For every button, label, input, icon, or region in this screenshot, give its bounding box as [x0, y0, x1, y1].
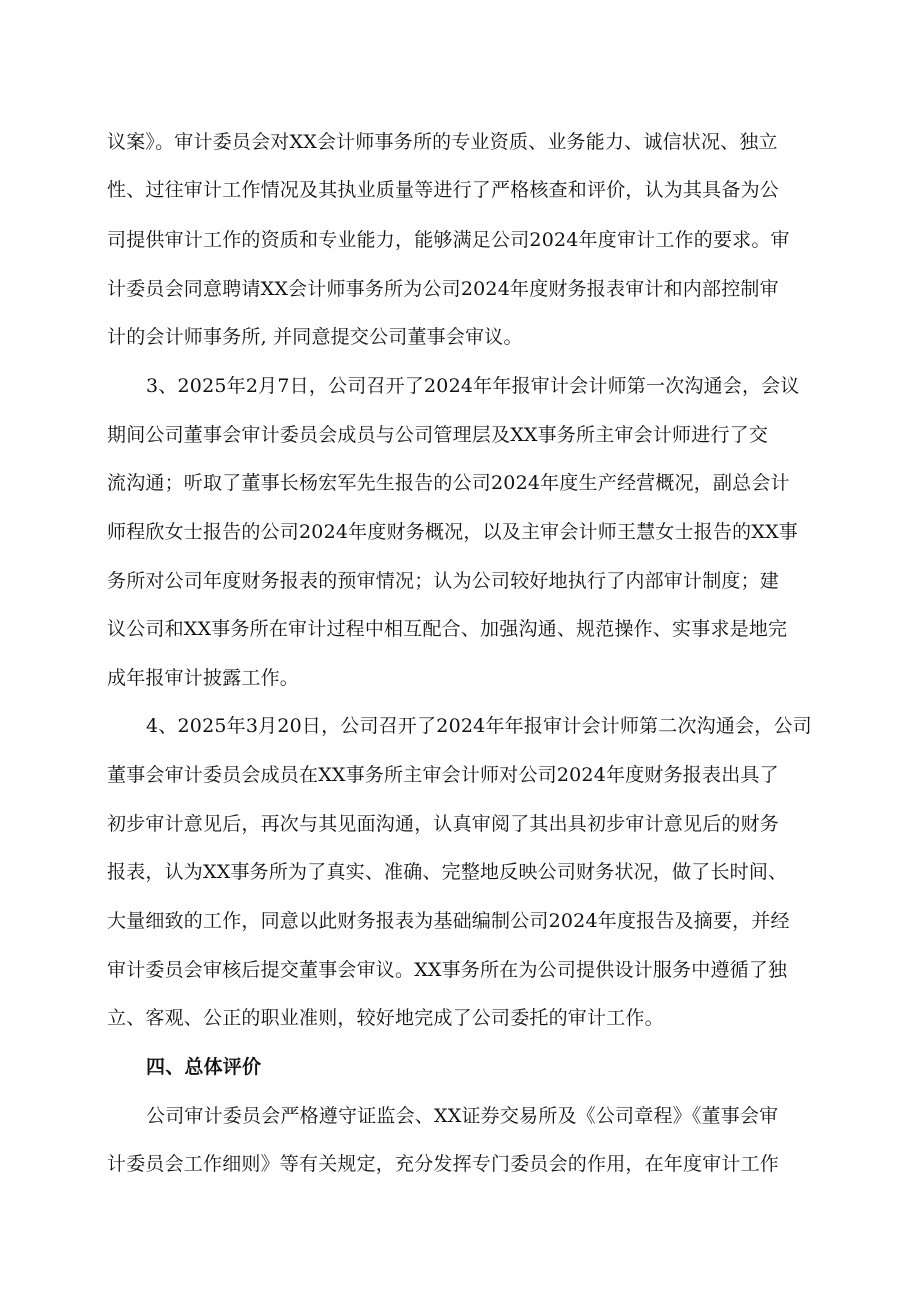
- section-heading: 四、总体评价: [146, 1056, 262, 1078]
- text-line: 务所对公司年度财务报表的预审情况；认为公司较好地执行了内部审计制度；建: [107, 570, 780, 592]
- text-line: 初步审计意见后，再次与其见面沟通，认真审阅了其出具初步审计意见后的财务: [107, 813, 780, 835]
- text-line: 董事会审计委员会成员在XX事务所主审会计师对公司2024年度财务报表出具了: [107, 764, 779, 786]
- text-line: 师程欣女士报告的公司2024年度财务概况，以及主审会计师王慧女士报告的XX事: [107, 521, 799, 543]
- text-line: 审计委员会审核后提交董事会审议。XX事务所在为公司提供设计服务中遵循了独: [107, 959, 788, 981]
- text-line: 计委员会同意聘请XX会计师事务所为公司2024年度财务报表审计和内部控制审: [107, 278, 779, 300]
- paragraph-5-first-line: 公司审计委员会严格遵守证监会、XX证券交易所及《公司章程》《董事会审: [146, 1105, 779, 1127]
- text-line: 议案》。审计委员会对XX会计师事务所的专业资质、业务能力、诚信状况、独立: [107, 131, 778, 153]
- text-line: 立、客观、公正的职业准则，较好地完成了公司委托的审计工作。: [107, 1007, 664, 1029]
- text-line: 期间公司董事会审计委员会成员与公司管理层及XX事务所主审会计师进行了交: [107, 424, 769, 446]
- paragraph-3-first-line: 3、2025年2月7日，公司召开了2024年年报审计会计师第一次沟通会，会议: [146, 375, 800, 397]
- text-line: 性、过往审计工作情况及其执业质量等进行了严格核查和评价，认为其具备为公: [107, 179, 780, 201]
- text-line: 大量细致的工作，同意以此财务报表为基础编制公司2024年度报告及摘要，并经: [107, 910, 790, 932]
- text-line: 流沟通；听取了董事长杨宏军先生报告的公司2024年度生产经营概况，副总会计: [107, 472, 790, 494]
- paragraph-4-first-line: 4、2025年3月20日，公司召开了2024年年报审计会计师第二次沟通会，公司: [146, 715, 812, 737]
- text-line: 议公司和XX事务所在审计过程中相互配合、加强沟通、规范操作、实事求是地完: [107, 618, 788, 640]
- text-line: 成年报审计披露工作。: [107, 667, 300, 689]
- text-line: 计的会计师事务所, 并同意提交公司董事会审议。: [107, 326, 523, 348]
- text-line: 司提供审计工作的资质和专业能力，能够满足公司2024年度审计工作的要求。审: [107, 229, 790, 251]
- text-line: 报表，认为XX事务所为了真实、准确、完整地反映公司财务状况，做了长时间、: [107, 861, 788, 883]
- text-line: 计委员会工作细则》等有关规定，充分发挥专门委员会的作用，在年度审计工作: [107, 1153, 780, 1175]
